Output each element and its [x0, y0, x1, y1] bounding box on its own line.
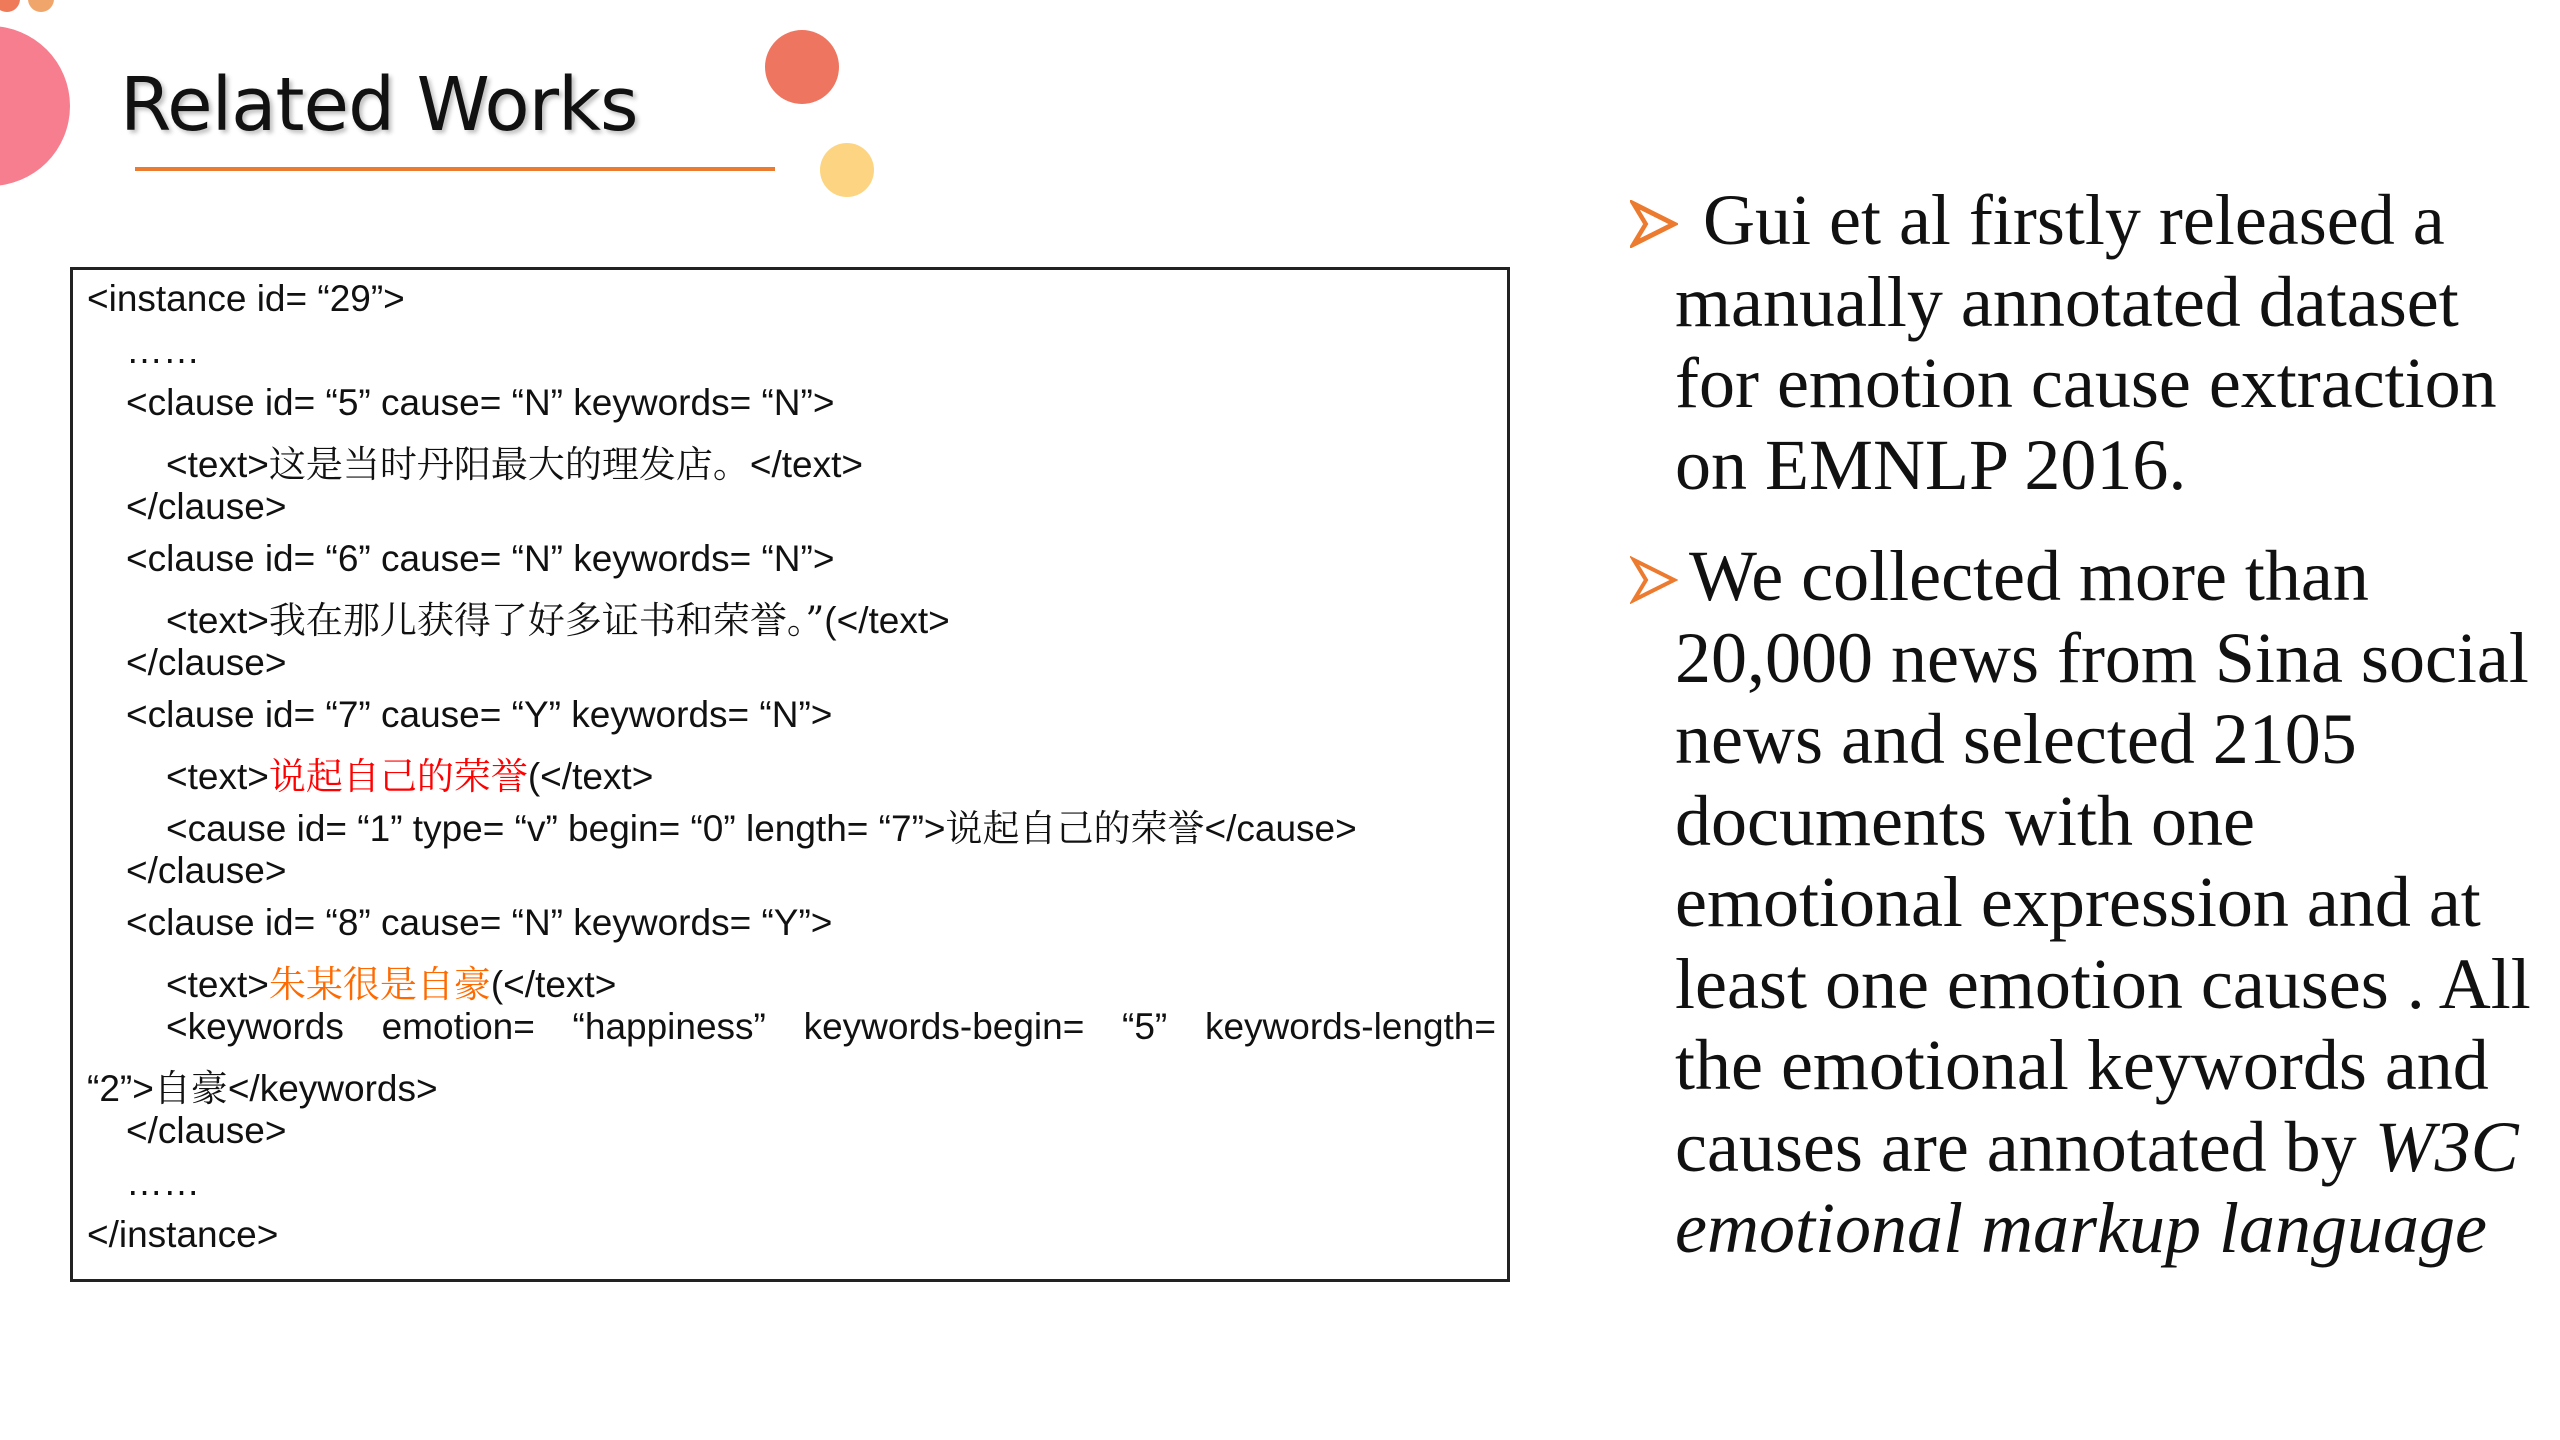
xml-line: </clause> [126, 1110, 287, 1151]
bullet-item [1630, 536, 2550, 1270]
xml-tag: <text> [166, 756, 269, 797]
xml-line: …… [126, 1162, 200, 1203]
xml-tag: (</text> [824, 600, 950, 641]
xml-chinese-text: 说起自己的荣誉 [945, 807, 1205, 850]
xml-token: “happiness” [572, 1006, 766, 1047]
xml-line: </instance> [87, 1214, 279, 1255]
keyword-highlight: 朱某很是自豪 [268, 963, 491, 1006]
xml-tag: (</text> [527, 756, 654, 797]
cause-highlight: 说起自己的荣誉 [268, 755, 528, 798]
xml-token: “5” [1122, 1006, 1168, 1047]
decorative-circle-small-2 [28, 0, 54, 12]
xml-line: </clause> [126, 850, 287, 891]
xml-line [166, 746, 653, 800]
xml-line: <clause id= “5” cause= “N” keywords= “N”> [126, 382, 835, 423]
xml-tag: <text> [166, 444, 269, 485]
xml-line: </clause> [126, 486, 287, 527]
arrow-bullet-icon [1630, 200, 1678, 248]
xml-tag: <text> [166, 600, 269, 641]
xml-tag: </cause> [1204, 808, 1357, 849]
decorative-circle-small-1 [0, 0, 20, 12]
xml-tag: <text> [166, 964, 269, 1005]
slide-title: Related Works [120, 62, 638, 148]
bullet-text: We collected more than 20,000 news from Sina social news and selected 2105 documents with one emotional expression and at least one emotion causes . All the emotional keywords and causes are annotated by [1675, 536, 2531, 1187]
decorative-circle-yellow [820, 143, 874, 197]
xml-line: <instance id= “29”> [87, 278, 405, 319]
bullet-text-first-word: Gui [1703, 180, 1811, 260]
xml-chinese-text: 自豪 [153, 1067, 228, 1110]
xml-token: emotion= [381, 1006, 535, 1047]
xml-token: keywords-length= [1204, 1006, 1496, 1047]
xml-tag: </keywords> [227, 1068, 438, 1109]
decorative-circle-pink [0, 26, 70, 186]
bullet-text: et al firstly released a manually annotated dataset for emotion cause extraction on EMNLP 2016. [1675, 180, 2497, 505]
xml-line [166, 1006, 1496, 1048]
decorative-circle-coral [765, 30, 839, 104]
xml-tag: (</text> [490, 964, 617, 1005]
xml-example-box [70, 267, 1510, 1282]
title-underline [135, 167, 775, 171]
xml-line: …… [126, 330, 200, 371]
xml-line [166, 590, 950, 644]
xml-line [166, 434, 863, 488]
bullet-item [1630, 180, 2550, 506]
xml-tag: “2”> [87, 1068, 154, 1109]
xml-token: <keywords [166, 1006, 344, 1047]
arrow-bullet-icon [1630, 556, 1678, 604]
bullet-italic-text: W3C emotional markup language [1675, 1106, 2519, 1268]
xml-line: </clause> [126, 642, 287, 683]
xml-line: <clause id= “7” cause= “Y” keywords= “N”> [126, 694, 833, 735]
xml-line [166, 798, 1357, 852]
xml-tag: </text> [749, 444, 863, 485]
xml-chinese-text: 这是当时丹阳最大的理发店。 [268, 443, 750, 486]
xml-tag: <cause id= “1” type= “v” begin= “0” length= “7”> [166, 808, 946, 849]
bullet-list [1630, 180, 2550, 1270]
xml-chinese-text: 我在那儿获得了好多证书和荣誉。” [268, 599, 825, 642]
xml-line: <clause id= “8” cause= “N” keywords= “Y”> [126, 902, 833, 943]
xml-line: <clause id= “6” cause= “N” keywords= “N”> [126, 538, 835, 579]
xml-line [87, 1058, 438, 1112]
xml-line [166, 954, 616, 1008]
xml-token: keywords-begin= [803, 1006, 1085, 1047]
